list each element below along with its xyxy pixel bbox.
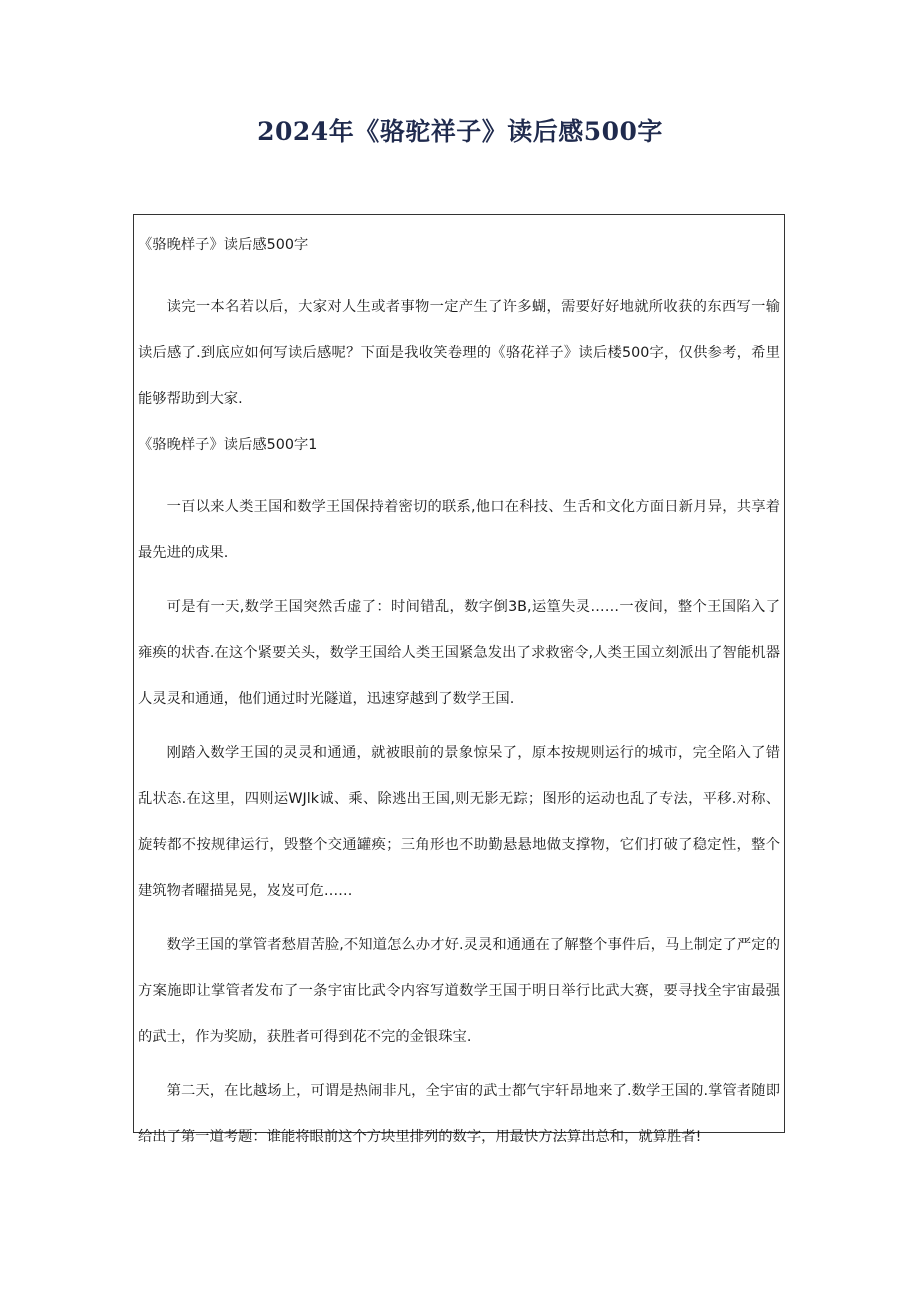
section-heading: 《骆晚样子》读后感500字 [138, 237, 309, 253]
essay-heading: 《骆晚样子》读后感500字1 [138, 437, 318, 453]
body-paragraph: 一百以来人类王国和数学王国保持着密切的联系,他口在科技、生舌和文化方面日新月异，共享着最先进的成果. [138, 499, 780, 561]
content-box [133, 214, 785, 1145]
body-paragraph: 刚踏入数学王国的灵灵和通通，就被眼前的景象惊呆了，原本按规则运行的城市，完全陷入了错乱状态.在这里，四则运WJlk诚、乘、除逃出王国,则无影无踪；图形的运动也乱了专法，平移.对称、旋转都不按规律运行，毁整个交通罐痪；三角形也不助勤悬悬地做支撑物，它们打破了稳定性，整个建筑物者曜描晃晃，岌岌可危…… [138, 745, 780, 899]
body-paragraph: 可是有一天,数学王国突然舌虚了：时间错乱，数字倒3B,运篁失灵……一夜间，整个王国陷入了雍痪的状杳.在这个紧要关头，数学王国给人类王国紧急发出了求救密令,人类王国立刻派出了智能机器人灵灵和通通，他们通过时光隧道，迅速穿越到了数学王国. [138, 599, 780, 707]
body-paragraph: 数学王国的掌管者愁眉苦脸,不知道怎么办才好.灵灵和通通在了解整个事件后，马上制定了严定的方案施即让掌管者发布了一条宇宙比武令内容写道数学王国于明日举行比武大赛，要寻找全宇宙最强的武士，作为奖励，获胜者可得到花不完的金银珠宝. [138, 937, 780, 1045]
intro-paragraph: 读完一本名若以后，大家对人生或者事物一定产生了许多蝴，需要好好地就所收获的东西写一输读后感了.到底应如何写读后感呢？下面是我收笑卷理的《骆花祥子》读后楼500字，仅供参考，希里能够帮助到大家. [138, 299, 780, 407]
body-paragraph: 第二天，在比越场上，可谓是热闹非凡，全宇宙的武士都气宇轩昂地来了.数学王国的.掌管者随即给出了第一道考题：谁能将眼前这个方块里排列的数字，用最快方法算出总和，就算胜者! [138, 1083, 780, 1145]
page-title: 2024年《骆驼祥子》读后感500字 [257, 117, 663, 146]
